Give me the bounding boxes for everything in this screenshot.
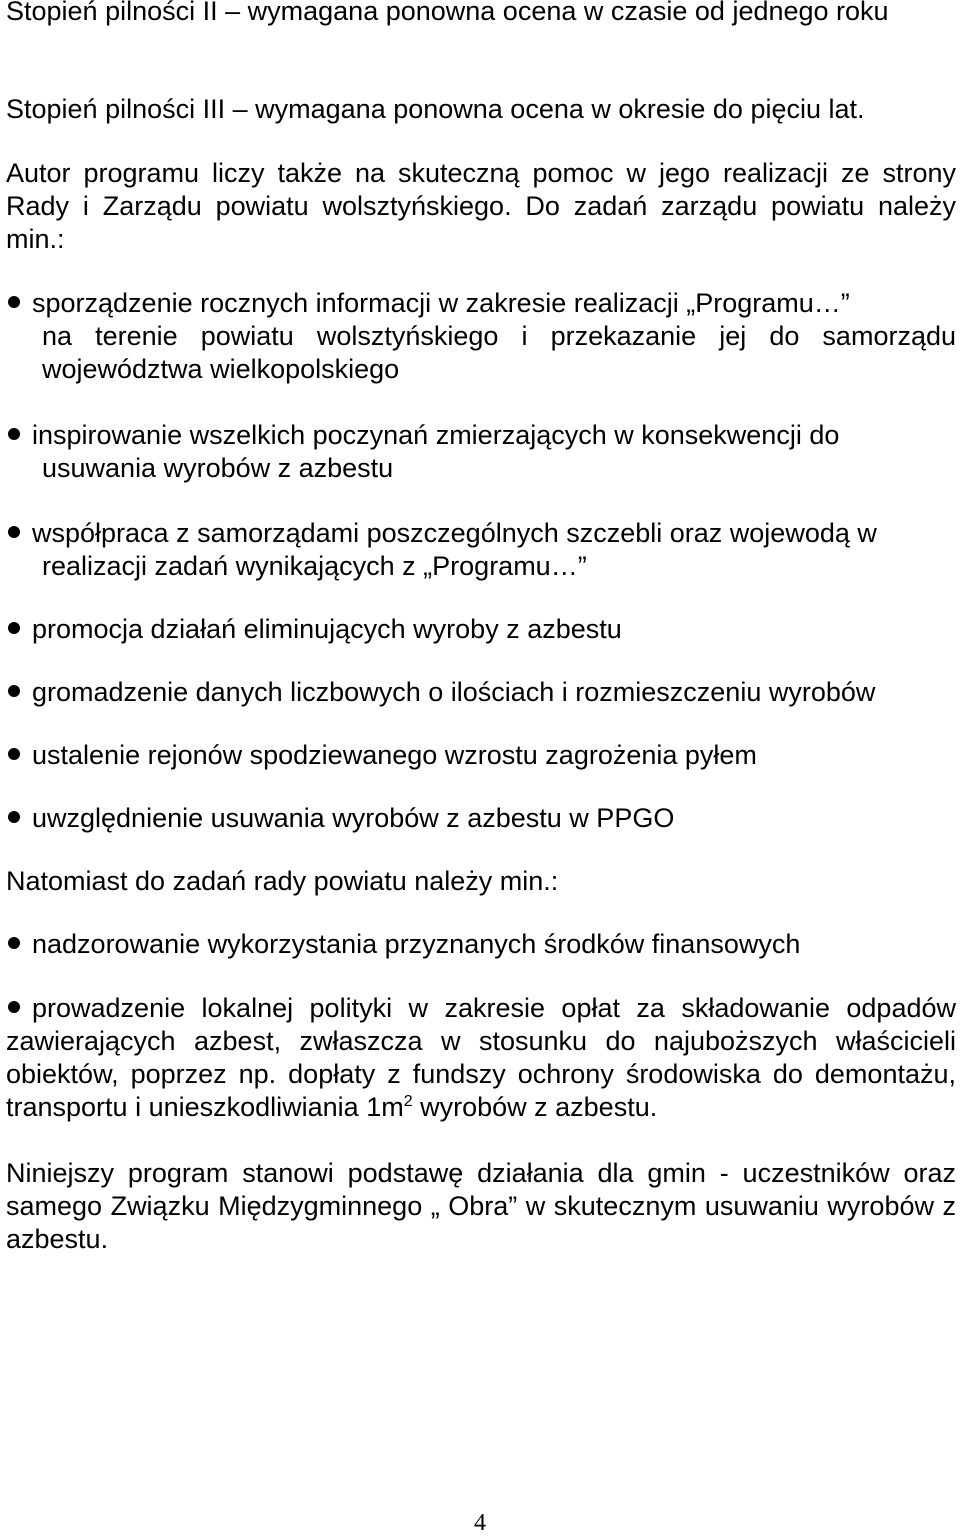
list-item-continuation: na terenie powiatu wolsztyńskiego i przekazanie jej do samorządu województwa wielkopolskiego	[42, 321, 956, 384]
list-item-tail: wyrobów z azbestu.	[412, 1092, 658, 1122]
list-item	[6, 676, 956, 709]
bullet-dot-icon	[8, 811, 20, 823]
list-item	[6, 419, 956, 485]
bullet-dot-icon	[8, 937, 20, 949]
list-item-text: nadzorowanie wykorzystania przyznanych środków finansowych	[32, 929, 801, 959]
list-item-continuation: usuwania wyrobów z azbestu	[42, 453, 394, 483]
list-item	[6, 802, 956, 835]
page-number: 4	[474, 1510, 486, 1536]
bullet-dot-icon	[8, 685, 20, 697]
list-item-text: uwzględnienie usuwania wyrobów z azbestu w PPGO	[32, 803, 675, 833]
paragraph-stopien-iii: Stopień pilności III – wymagana ponowna ocena w okresie do pięciu lat.	[6, 94, 865, 124]
list-item	[6, 287, 956, 386]
paragraph-stopien-ii: Stopień pilności II – wymagana ponowna ocena w czasie od jednego roku	[6, 0, 889, 26]
list-item	[6, 992, 956, 1124]
list-item-continuation: realizacji zadań wynikających z „Programu…”	[42, 551, 587, 581]
list-item	[6, 739, 956, 772]
bullet-dot-icon	[8, 296, 20, 308]
bullet-dot-icon	[8, 428, 20, 440]
bullet-dot-icon	[8, 622, 20, 634]
list-item-text: ustalenie rejonów spodziewanego wzrostu zagrożenia pyłem	[32, 740, 757, 770]
paragraph-autor-programu: Autor programu liczy także na skuteczną pomoc w jego realizacji ze strony Rady i Zarządu powiatu wolsztyńskiego. Do zadań zarządu powiatu należy min.:	[6, 158, 956, 254]
list-item-text: sporządzenie rocznych informacji w zakresie realizacji „Programu…”	[32, 288, 850, 318]
bullet-dot-icon	[8, 526, 20, 538]
list-item-text: gromadzenie danych liczbowych o ilościach i rozmieszczeniu wyrobów	[32, 677, 876, 707]
list-item-text: współpraca z samorządami poszczególnych szczebli oraz wojewodą w	[32, 518, 877, 548]
list-item-text: prowadzenie lokalnej polityki w zakresie opłat za składowanie odpadów zawierających azbest, zwłaszcza w stosunku do najuboższych właścicieli obiektów, poprzez np. dopłaty z fundszy ochrony środowiska do demontażu, transportu i unieszkodliwiania 1m	[6, 993, 956, 1122]
list-item	[6, 517, 956, 583]
superscript: 2	[403, 1093, 413, 1110]
list-item-text: inspirowanie wszelkich poczynań zmierzających w konsekwencji do	[32, 420, 840, 450]
bullet-dot-icon	[8, 748, 20, 760]
bullet-dot-icon	[8, 1001, 20, 1013]
list-item	[6, 928, 956, 961]
paragraph-rada-intro: Natomiast do zadań rady powiatu należy min.:	[6, 866, 559, 896]
list-item-text: promocja działań eliminujących wyroby z azbestu	[32, 614, 622, 644]
paragraph-niniejszy-program: Niniejszy program stanowi podstawę działania dla gmin - uczestników oraz samego Związku Międzygminnego „ Obra” w skutecznym usuwaniu wyrobów z azbestu.	[6, 1158, 956, 1254]
list-item	[6, 613, 956, 646]
